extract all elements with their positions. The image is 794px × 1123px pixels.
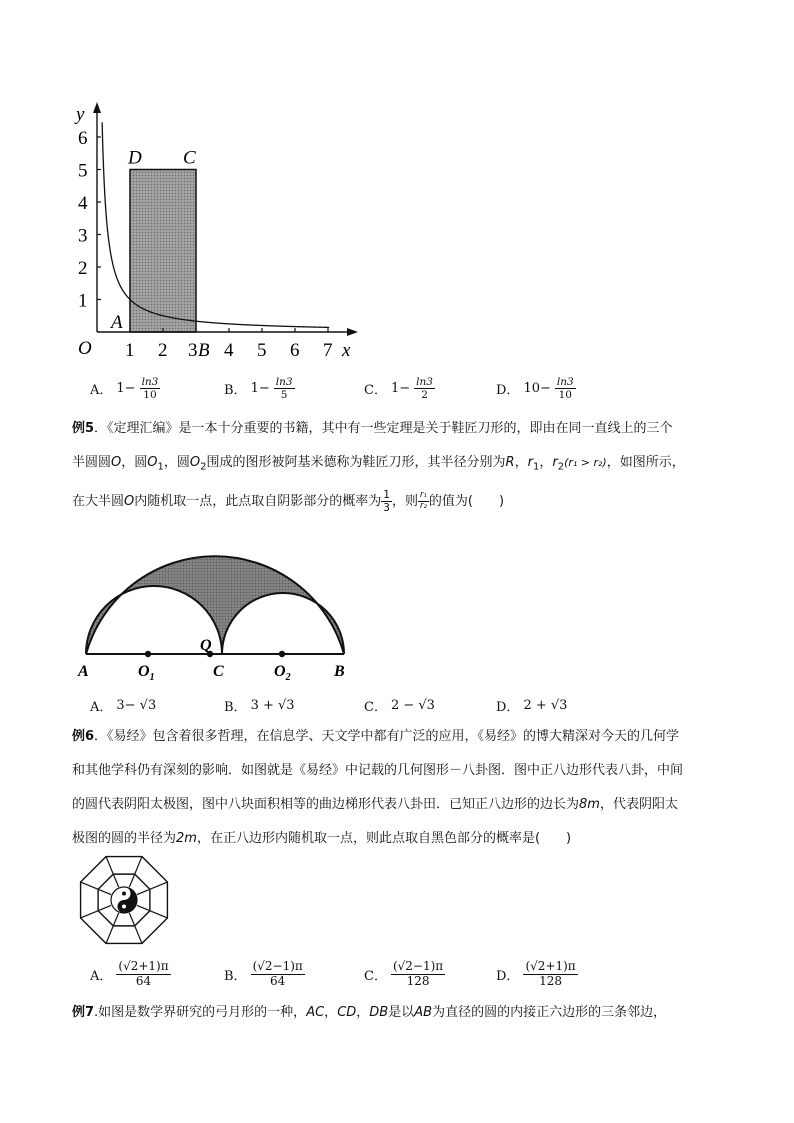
option-letter: A． — [90, 968, 113, 984]
radial-divider — [106, 857, 119, 887]
fraction-numerator: (√2−1)π — [392, 959, 444, 973]
ex7-label: 例7 — [72, 1005, 95, 1020]
radial-divider — [137, 905, 167, 918]
y-tick-label: 1 — [78, 290, 88, 312]
fraction-numerator: r₁ — [419, 489, 427, 500]
x-tick-label: 4 — [224, 340, 234, 361]
option-fraction — [414, 376, 435, 401]
option-letter: C． — [364, 968, 387, 984]
option-fraction — [140, 376, 161, 401]
math-r1: r — [527, 455, 533, 470]
math-r: R — [505, 455, 515, 470]
option-expression: 2 + √3 — [523, 698, 568, 713]
o1-subscript: 1 — [149, 672, 155, 683]
option-prefix: 10− — [523, 381, 551, 397]
shaded-arbelos — [86, 556, 344, 654]
option-prefix: 1− — [116, 381, 136, 397]
option-fraction — [251, 960, 305, 989]
fraction-denominator: 128 — [539, 973, 562, 988]
q5-option-b[interactable] — [224, 696, 295, 715]
point-d-label: D — [128, 147, 142, 169]
arbelos-figure — [72, 520, 362, 685]
fraction-numerator: ln3 — [416, 376, 433, 388]
ex5-text: 围成的图形被阿基米德称为鞋匠刀形，其半径分别为 — [206, 455, 506, 470]
q4-option-b[interactable] — [224, 376, 295, 401]
segment-cd: CD — [337, 1005, 357, 1020]
x-tick-label: 6 — [290, 340, 300, 361]
fraction-numerator: 1 — [383, 488, 390, 501]
ex6-text: ，代表阴阳太 — [599, 797, 678, 812]
option-letter: A． — [90, 383, 113, 399]
fraction-denominator: 5 — [280, 389, 288, 402]
option-letter: A． — [90, 700, 113, 715]
origin-label: O — [78, 338, 92, 359]
x-axis-arrow — [347, 328, 358, 336]
point-c-label: C — [183, 147, 196, 169]
option-expression: 3− √3 — [116, 698, 157, 713]
option-expression: 3 + √3 — [250, 698, 295, 713]
ex6-line-3 — [72, 788, 732, 822]
q4-option-a[interactable] — [90, 376, 160, 401]
option-fraction — [391, 960, 445, 989]
y-tick-label: 3 — [78, 225, 88, 247]
fraction-denominator: 128 — [406, 973, 430, 988]
math-o1: O — [147, 455, 158, 470]
x-tick-label: 1 — [125, 340, 135, 361]
radius-length: 2m — [176, 831, 197, 846]
q6-option-a[interactable] — [90, 960, 171, 989]
ex5-line-1 — [72, 412, 732, 446]
option-fraction — [116, 960, 170, 989]
bagua-figure — [74, 850, 174, 950]
radial-divider — [129, 857, 142, 887]
subscript: 2 — [200, 461, 207, 473]
o2-letter: O — [274, 663, 286, 680]
ex5-text: 半圆圆 — [72, 455, 112, 470]
fraction-numerator: (√2+1)π — [118, 959, 169, 973]
ex7-text: .如图是数学界研究的弓月形的一种， — [94, 1005, 307, 1020]
ex5-line-1-text: ．《定理汇编》是一本十分重要的书籍，其中有一些定理是关于鞋匠刀形的，即由在同一直线上的三个 — [94, 421, 673, 436]
point-c-label: C — [213, 663, 224, 680]
ex6-text: ，在正八边形内随机取一点，则此点取自黑色部分的概率是( ) — [196, 831, 572, 846]
segment-ab: AB — [414, 1005, 433, 1020]
option-fraction — [555, 376, 576, 401]
y-axis-label: y — [76, 104, 85, 125]
option-fraction — [523, 960, 577, 989]
segment-db: DB — [369, 1005, 389, 1020]
ex6-label: 例6 — [72, 729, 95, 744]
math-o2: O — [189, 455, 201, 470]
center-o1-dot — [145, 651, 151, 657]
y-tick-label: 5 — [78, 160, 88, 182]
option-letter: D． — [496, 968, 520, 984]
fraction-numerator: (√2−1)π — [252, 959, 303, 973]
arbelos-svg — [72, 520, 362, 685]
ex5-text: ，圆 — [163, 455, 190, 470]
option-letter: C． — [364, 700, 387, 715]
center-o2-dot — [279, 651, 285, 657]
ratio-fraction — [418, 491, 429, 512]
comma: ， — [356, 1005, 370, 1020]
point-b-label: B — [198, 340, 210, 361]
point-q-label: Q — [200, 637, 212, 654]
q6-option-b[interactable] — [224, 960, 305, 989]
ex5-text: ，圆 — [121, 455, 148, 470]
graph-1-svg — [70, 100, 370, 365]
bagua-svg — [74, 850, 174, 950]
y-tick-label: 4 — [78, 193, 88, 214]
ex5-text: ，如图所示， — [606, 455, 685, 470]
taiji-black-dot — [122, 892, 126, 896]
ex5-text: 内随机取一点，此点取自阴影部分的概率为 — [134, 493, 382, 509]
option-fraction — [274, 376, 295, 401]
fraction-numerator: ln3 — [141, 376, 159, 388]
option-letter: B． — [224, 700, 247, 715]
q6-option-d[interactable] — [496, 960, 578, 989]
comma: ， — [324, 1005, 338, 1020]
radial-divider — [81, 905, 111, 918]
x-tick-label: 3 — [188, 340, 198, 361]
point-o1-label — [138, 663, 155, 683]
point-b-label: B — [334, 663, 345, 680]
example-7-text — [72, 996, 732, 1030]
ex5-label: 例5 — [72, 421, 95, 436]
x-tick-label: 2 — [158, 340, 168, 361]
fraction-numerator: ln3 — [275, 376, 293, 388]
radial-divider — [137, 882, 167, 895]
point-o2-label — [274, 663, 291, 683]
ex6-line-1 — [72, 720, 732, 754]
ex5-text: ，则 — [391, 493, 418, 509]
graph-1 — [70, 100, 370, 365]
ex5-line-2 — [72, 446, 732, 485]
radial-divider — [106, 913, 119, 943]
q5-option-a[interactable] — [90, 696, 156, 715]
segment-ac: AC — [306, 1005, 325, 1020]
ex6-line-2: 和其他学科仍有深刻的影响．如图就是《易经》中记载的几何图形－八卦图．图中正八边形代表八卦，中间 — [72, 763, 684, 778]
fraction-denominator: 64 — [270, 973, 286, 988]
option-letter: C． — [364, 383, 387, 399]
option-prefix: 1− — [250, 381, 270, 397]
o1-letter: O — [138, 663, 150, 680]
ex5-line-3 — [72, 485, 732, 519]
ex5-text: 在大半圆 — [72, 493, 125, 509]
ex6-text: 的圆代表阴阳太极图，图中八块面积相等的曲边梯形代表八卦田．已知正八边形的边长为 — [72, 797, 580, 812]
example-5-text — [72, 412, 732, 519]
ex6-line-1-text: ．《易经》包含着很多哲理，在信息学、天文学中都有广泛的应用，《易经》的博大精深对今天的几何学 — [94, 729, 680, 744]
probability-fraction — [381, 489, 392, 514]
fraction-numerator: ln3 — [556, 376, 574, 388]
ex6-text: 极图的圆的半径为 — [72, 831, 177, 846]
side-length: 8m — [579, 797, 600, 812]
option-expression: 2 − √3 — [390, 698, 435, 713]
subscript: 1 — [157, 461, 164, 473]
ex7-text: 为直径的圆的内接正六边形的三条邻边， — [432, 1005, 667, 1020]
y-tick-label: 6 — [78, 128, 88, 149]
q5-option-d[interactable] — [496, 696, 567, 715]
q4-option-c[interactable] — [364, 376, 435, 401]
math-condition: (r₁ > r₂) — [564, 456, 607, 469]
subscript: 2 — [557, 461, 565, 473]
fraction-denominator: 2 — [421, 389, 428, 402]
fraction-numerator: (√2+1)π — [525, 959, 576, 973]
y-axis-arrow — [93, 102, 101, 113]
o2-subscript: 2 — [285, 672, 291, 683]
fraction-denominator: 10 — [143, 389, 157, 402]
x-tick-label: 7 — [323, 340, 333, 361]
q5-option-c[interactable] — [364, 696, 435, 715]
math-o: O — [111, 455, 122, 470]
ex7-line-1 — [72, 996, 732, 1030]
y-tick-label: 2 — [78, 258, 88, 279]
fraction-denominator: r₂ — [419, 500, 427, 511]
point-a-label: A — [111, 312, 123, 333]
option-prefix: 1− — [390, 381, 411, 397]
taiji-white-dot — [122, 905, 126, 909]
ex5-text: 的值为( ) — [428, 493, 505, 509]
example-6-text — [72, 720, 732, 856]
x-tick-label: 5 — [257, 340, 267, 361]
q4-option-d[interactable] — [496, 376, 576, 401]
math-r2: r — [552, 455, 558, 470]
q6-option-c[interactable] — [364, 960, 445, 989]
radial-divider — [81, 882, 111, 895]
point-a-label: A — [78, 663, 89, 680]
comma: ， — [539, 455, 553, 470]
math-o: O — [124, 493, 135, 509]
radial-divider — [129, 913, 142, 943]
option-letter: B． — [224, 383, 247, 399]
option-letter: D． — [496, 700, 520, 715]
option-letter: D． — [496, 383, 520, 399]
ex7-text: 是以 — [388, 1005, 415, 1020]
x-axis-label: x — [342, 340, 351, 361]
fraction-denominator: 10 — [558, 389, 572, 402]
fraction-denominator: 64 — [135, 973, 152, 988]
comma: ， — [514, 455, 528, 470]
subscript: 1 — [532, 461, 540, 473]
option-letter: B． — [224, 968, 247, 984]
fraction-denominator: 3 — [383, 501, 390, 514]
